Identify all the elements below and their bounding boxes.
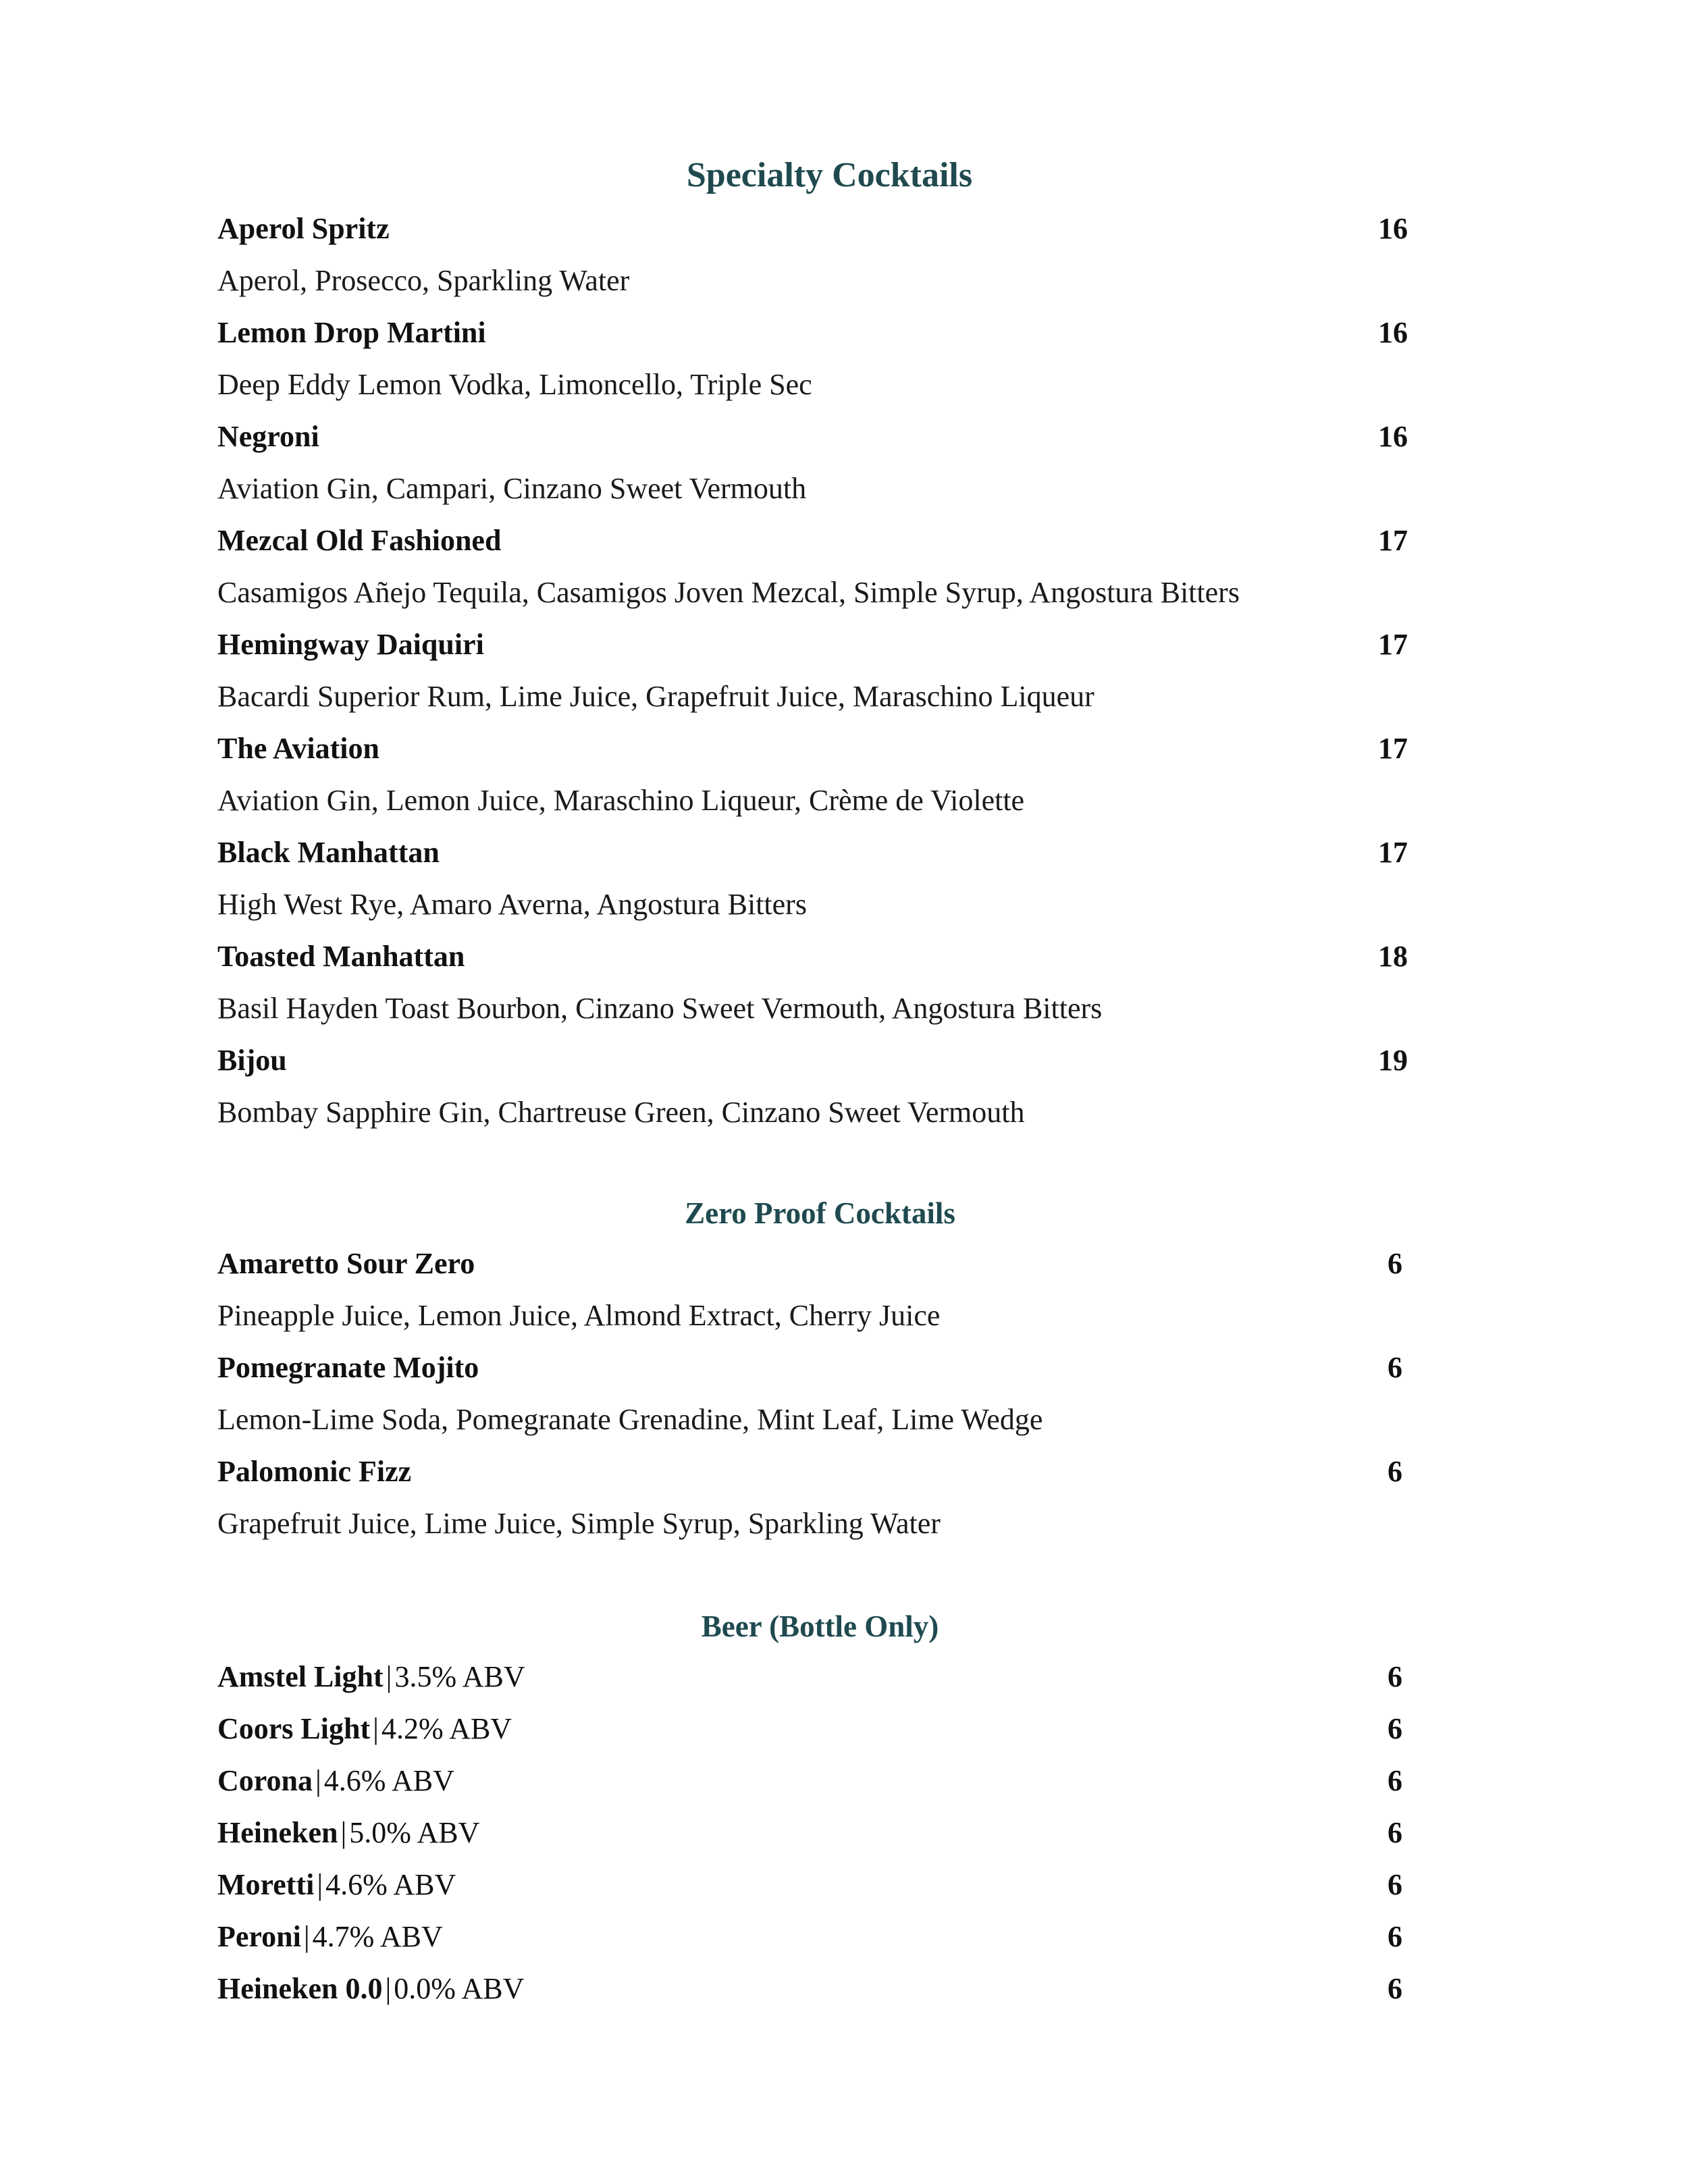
item-price: 17 — [1378, 732, 1408, 765]
item-name: Toasted Manhattan — [217, 940, 465, 973]
item-price: 16 — [1378, 316, 1408, 349]
beer-label — [217, 1651, 525, 1703]
item-description: Grapefruit Juice, Lime Juice, Simple Syrup, Sparkling Water — [217, 1507, 941, 1540]
beer-label — [217, 1859, 456, 1911]
item-name: Aperol Spritz — [217, 212, 390, 245]
item-name: Coors Light — [217, 1712, 371, 1745]
item-price: 16 — [1378, 420, 1408, 453]
separator: | — [340, 1816, 347, 1849]
separator: | — [303, 1920, 310, 1953]
menu-item — [217, 826, 1408, 930]
item-description: Basil Hayden Toast Bourbon, Cinzano Sweet Vermouth, Angostura Bitters — [217, 992, 1103, 1025]
item-name: Corona — [217, 1764, 313, 1797]
beer-label — [217, 1963, 524, 2015]
menu-item — [217, 1445, 1408, 1549]
specialty-cocktails-section — [217, 149, 1408, 1138]
item-name: Heineken — [217, 1816, 338, 1849]
item-price: 6 — [1388, 1247, 1402, 1280]
beer-item — [217, 1963, 1408, 2015]
beer-item — [217, 1807, 1408, 1859]
separator: | — [385, 1972, 392, 2005]
menu-item — [217, 410, 1408, 514]
item-price: 6 — [1388, 1816, 1402, 1849]
item-name: Heineken 0.0 — [217, 1972, 383, 2005]
item-abv: 0.0% ABV — [394, 1972, 525, 2005]
beer-label — [217, 1755, 454, 1807]
section-title-zero-proof: Zero Proof Cocktails — [685, 1196, 955, 1230]
item-abv: 4.2% ABV — [381, 1712, 512, 1745]
item-description: Deep Eddy Lemon Vodka, Limoncello, Triple Sec — [217, 368, 812, 401]
item-price: 6 — [1388, 1972, 1402, 2005]
item-name: Moretti — [217, 1868, 315, 1901]
item-name: Bijou — [217, 1044, 287, 1077]
beer-item — [217, 1859, 1408, 1911]
beer-label — [217, 1807, 479, 1859]
menu-item — [217, 203, 1408, 307]
beer-item — [217, 1703, 1408, 1755]
item-name: Pomegranate Mojito — [217, 1351, 479, 1384]
item-description: Aviation Gin, Campari, Cinzano Sweet Vermouth — [217, 472, 807, 505]
menu-item — [217, 1237, 1408, 1341]
item-price: 17 — [1378, 524, 1408, 557]
item-price: 16 — [1378, 212, 1408, 245]
menu-item — [217, 1034, 1408, 1138]
menu-item — [217, 307, 1408, 410]
zero-proof-item-list — [217, 1237, 1408, 1549]
item-name: Black Manhattan — [217, 836, 440, 869]
item-abv: 3.5% ABV — [394, 1660, 525, 1693]
item-price: 6 — [1388, 1764, 1402, 1797]
item-description: Aperol, Prosecco, Sparkling Water — [217, 264, 630, 297]
menu-item — [217, 722, 1408, 826]
item-description: High West Rye, Amaro Averna, Angostura Bitters — [217, 888, 807, 921]
beer-label — [217, 1911, 443, 1963]
item-description: Bacardi Superior Rum, Lime Juice, Grapefruit Juice, Maraschino Liqueur — [217, 680, 1094, 713]
separator: | — [315, 1764, 321, 1797]
beer-label — [217, 1703, 512, 1755]
item-price: 17 — [1378, 628, 1408, 661]
menu-item — [217, 930, 1408, 1034]
item-name: Negroni — [217, 420, 319, 453]
item-description: Aviation Gin, Lemon Juice, Maraschino Liqueur, Crème de Violette — [217, 784, 1025, 817]
item-description: Pineapple Juice, Lemon Juice, Almond Extract, Cherry Juice — [217, 1299, 941, 1332]
separator: | — [373, 1712, 379, 1745]
item-abv: 4.7% ABV — [312, 1920, 443, 1953]
item-price: 6 — [1388, 1920, 1402, 1953]
item-price: 19 — [1378, 1044, 1408, 1077]
separator: | — [386, 1660, 392, 1693]
beer-item-list — [217, 1651, 1408, 2015]
item-abv: 4.6% ABV — [323, 1764, 454, 1797]
section-spacer — [217, 1138, 1408, 1189]
item-name: The Aviation — [217, 732, 380, 765]
item-price: 18 — [1378, 940, 1408, 973]
item-price: 6 — [1388, 1712, 1402, 1745]
item-description: Lemon-Lime Soda, Pomegranate Grenadine, Mint Leaf, Lime Wedge — [217, 1403, 1043, 1436]
item-name: Amstel Light — [217, 1660, 384, 1693]
item-name: Palomonic Fizz — [217, 1455, 412, 1488]
item-name: Lemon Drop Martini — [217, 316, 486, 349]
beer-item — [217, 1651, 1408, 1703]
section-spacer — [217, 1549, 1408, 1602]
item-price: 6 — [1388, 1660, 1402, 1693]
menu-item — [217, 514, 1408, 618]
item-price: 6 — [1388, 1455, 1402, 1488]
item-abv: 4.6% ABV — [325, 1868, 456, 1901]
specialty-item-list — [217, 203, 1408, 1138]
menu-item — [217, 618, 1408, 722]
item-name: Amaretto Sour Zero — [217, 1247, 475, 1280]
item-name: Hemingway Daiquiri — [217, 628, 484, 661]
separator: | — [317, 1868, 323, 1901]
beer-section — [217, 1602, 1408, 2015]
menu-item — [217, 1341, 1408, 1445]
item-description: Casamigos Añejo Tequila, Casamigos Joven Mezcal, Simple Syrup, Angostura Bitters — [217, 576, 1240, 609]
item-name: Peroni — [217, 1920, 301, 1953]
item-price: 6 — [1388, 1351, 1402, 1384]
item-abv: 5.0% ABV — [349, 1816, 480, 1849]
beer-item — [217, 1911, 1408, 1963]
section-title-specialty: Specialty Cocktails — [686, 156, 973, 194]
section-title-beer: Beer (Bottle Only) — [701, 1609, 939, 1643]
zero-proof-section — [217, 1189, 1408, 1549]
item-name: Mezcal Old Fashioned — [217, 524, 502, 557]
item-price: 6 — [1388, 1868, 1402, 1901]
item-description: Bombay Sapphire Gin, Chartreuse Green, Cinzano Sweet Vermouth — [217, 1096, 1025, 1129]
beer-item — [217, 1755, 1408, 1807]
item-price: 17 — [1378, 836, 1408, 869]
